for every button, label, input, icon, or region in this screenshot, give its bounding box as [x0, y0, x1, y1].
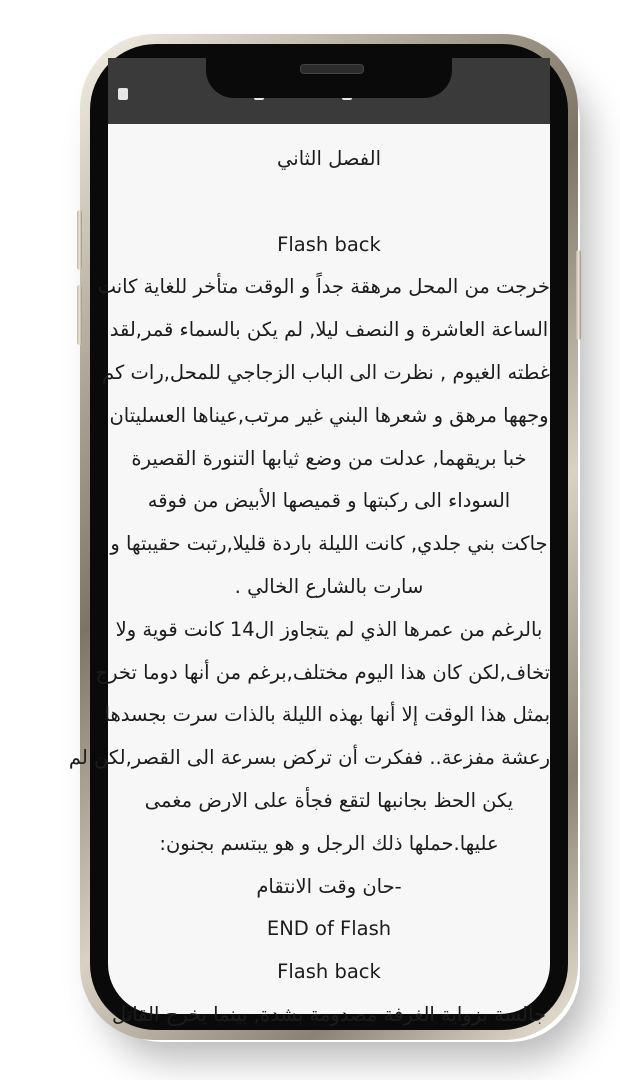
- paragraph-line: يكن الحظ بجانبها لتقع فجأة على الارض مغمى: [144, 788, 514, 812]
- paragraph-line: الساعة العاشرة و النصف ليلا, لم يكن بالسماء قمر,لقد: [109, 318, 549, 342]
- flashback-end-heading: END of Flash: [266, 917, 392, 941]
- paragraph-line: بمثل هذا الوقت إلا أنها بهذه الليلة بالذات سرت بجسدها: [104, 703, 550, 727]
- status-left-icon: [118, 88, 128, 100]
- chapter-title: الفصل الثاني: [277, 147, 381, 170]
- speaker-grille: [300, 64, 364, 74]
- phone-screen: [68, 58, 550, 1026]
- flashback-heading: Flash back: [277, 960, 381, 984]
- paragraph-line: رعشة مفزعة.. ففكرت أن تركض بسرعة الى القصر,لكن لم: [68, 746, 550, 770]
- flashback-heading: Flash back: [277, 232, 381, 256]
- paragraph-line: تخاف,لكن كان هذا اليوم مختلف,برغم من أنها دوما تخرج: [95, 660, 550, 684]
- paragraph-line: خبا بريقهما, عدلت من وضع ثيابها التنورة القصيرة: [131, 446, 527, 470]
- volume-button: [77, 210, 82, 270]
- paragraph-line: السوداء الى ركبتها و قميصها الأبيض من فوقه: [147, 489, 511, 513]
- paragraph-line: سارت بالشارع الخالي .: [234, 574, 424, 598]
- power-button: [576, 250, 581, 340]
- paragraph-line: بالرغم من عمرها الذي لم يتجاوز ال14 كانت قوية ولا: [115, 617, 543, 641]
- dialogue-line: -حان وقت الانتقام: [256, 874, 402, 898]
- paragraph-line: جالسة بزواية الغرفة مصدومة بشدة, بينما يخرج القاتل: [112, 1002, 546, 1026]
- chapter-text: [68, 138, 550, 1037]
- paragraph-line: جاكت بني جلدي, كانت الليلة باردة قليلا,رتبت حقيبتها و: [110, 532, 548, 556]
- paragraph-line: عليها.حملها ذلك الرجل و هو يبتسم بجنون:: [159, 831, 499, 855]
- paragraph-line: وجهها مرهق و شعرها البني غير مرتب,عيناها العسليتان: [109, 403, 549, 427]
- paragraph-line: غطته الغيوم , نظرت الى الباب الزجاجي للمحل,رات كم: [102, 360, 550, 384]
- volume-button-lower: [77, 285, 82, 345]
- paragraph-line: خرجت من المحل مرهقة جداً و الوقت متأخر للغاية كانت: [97, 275, 550, 299]
- blank-line: [108, 181, 550, 224]
